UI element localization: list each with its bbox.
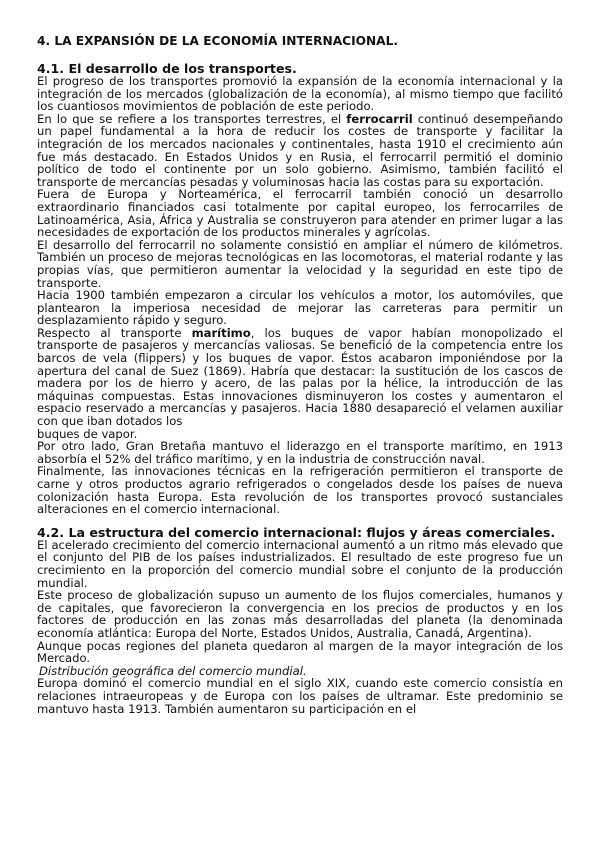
document-page — [37, 34, 563, 715]
paragraph: Aunque pocas regiones del planeta quedaron al margen de la mayor integración de los Mercado. — [37, 638, 563, 666]
paragraph: Por otro lado, Gran Bretaña mantuvo el liderazgo en el transporte marítimo, en 1913 absorbía el 52% del tráfico marítimo, y en la industria de construcción naval. — [37, 439, 563, 466]
paragraph: Hacia 1900 también empezaron a circular los vehículos a motor, los automóviles, que plantearon la imperiosa necesidad de mejorar las carreteras para permitir un desplazamiento rápido y seguro. — [37, 288, 563, 328]
paragraph: El progreso de los transportes promovió la expansión de la economía internacional y la integración de los mercados (globalización de la economía), al mismo tiempo que facilitó los cuantiosos movimientos de población de este periodo. — [37, 74, 563, 114]
paragraph: Este proceso de globalización supuso un aumento de los flujos comerciales, humanos y de capitales, que favorecieron la convergencia en los precios de productos y en los factores de producción en las zonas más desarrolladas del planeta (la denominada economía atlántica: Europa del Norte, Estados Unidos, Australia, Canadá, Argentina). — [37, 588, 563, 640]
subsection-heading: Distribución geográfica del comercio mundial. — [39, 663, 307, 678]
bold-term-ferrocarril: ferrocarril — [346, 111, 413, 126]
chapter-heading: 4. LA EXPANSIÓN DE LA ECONOMÍA INTERNACIONAL. — [37, 34, 398, 48]
text-run: continuó desempeñando un papel fundamental a la hora de reducir los costes de transporte y facilitar la integración de los mercados nacionales y continentales, hasta 1910 el crecimiento aún fue más destacado. En Estados Unidos y en Rusia, el ferrocarril permitió el dominio político de todo el continente por un solo gobierno. Asimismo, también facilitó el transporte de mercancías pesadas y voluminosas hacia las costas para su exportación. — [37, 111, 563, 189]
text-run: , los buques de vapor habían monopolizado el transporte de pasajeros y mercancías valiosas. Se benefició de la competencia entre los barcos de vela (flippers) y los buques de vapor. Éstos acabaron imponiéndose por la apertura del canal de Suez (1869). Habría que destacar: la sustitución de los cascos de madera por los de hierro y acero, de las palas por la hélice, la introducción de las máquinas compuestas. Estas innovaciones disminuyeron los costes y aumentaron el espacio reservado a mercancías y pasajeros. Hacia 1880 desapareció el velamen auxiliar con que iban dotados los — [37, 325, 563, 429]
section-4-2-title: 4.2. La estructura del comercio internacional: flujos y áreas comerciales. — [37, 524, 556, 540]
paragraph — [37, 327, 563, 428]
paragraph: Finalmente, las innovaciones técnicas en la refrigeración permitieron el transporte de carne y otros productos agrario refrigerados o congelados desde los países de nueva colonización hasta Europa. Esta revolución de los transportes provocó sustanciales alteraciones en el comercio internacional. — [37, 464, 563, 517]
text-run: En lo que se refiere a los transportes terrestres, el — [37, 111, 347, 126]
paragraph — [37, 113, 563, 189]
paragraph: Fuera de Europa y Norteamérica, el ferrocarril también conoció un desarrollo extraordinario financiados casi totalmente por capital europeo, los ferrocarriles de Latinoamérica, Asia, África y Australia se construyeron para atender en primer lugar a las necesidades de exportación de los productos minerales y agrícolas. — [37, 187, 563, 240]
paragraph: Europa dominó el comercio mundial en el siglo XIX, cuando este comercio consistía en relaciones intraeuropeas y de Europa con los países de ultramar. Este predominio se mantuvo hasta 1913. También aumentaron su participación en el — [37, 676, 563, 716]
paragraph: buques de vapor. — [37, 426, 138, 441]
section-4-1-title: 4.1. El desarrollo de los transportes. — [37, 61, 297, 76]
paragraph: El desarrollo del ferrocarril no solamente consistió en ampliar el número de kilómetros. También un proceso de mejoras tecnológicas en las locomotoras, el material rodante y las propias vías, que permitieron aumentar la velocidad y la seguridad en este tipo de transporte. — [37, 237, 563, 290]
text-run: Respecto al transporte — [37, 325, 192, 340]
bold-term-maritimo: marítimo — [191, 325, 251, 340]
paragraph: El acelerado crecimiento del comercio internacional aumentó a un ritmo más elevado que el conjunto del PIB de los países industrializados. El resultado de este progreso fue un crecimiento en la proporción del comercio mundial sobre el conjunto de la producción mundial. — [37, 537, 563, 590]
